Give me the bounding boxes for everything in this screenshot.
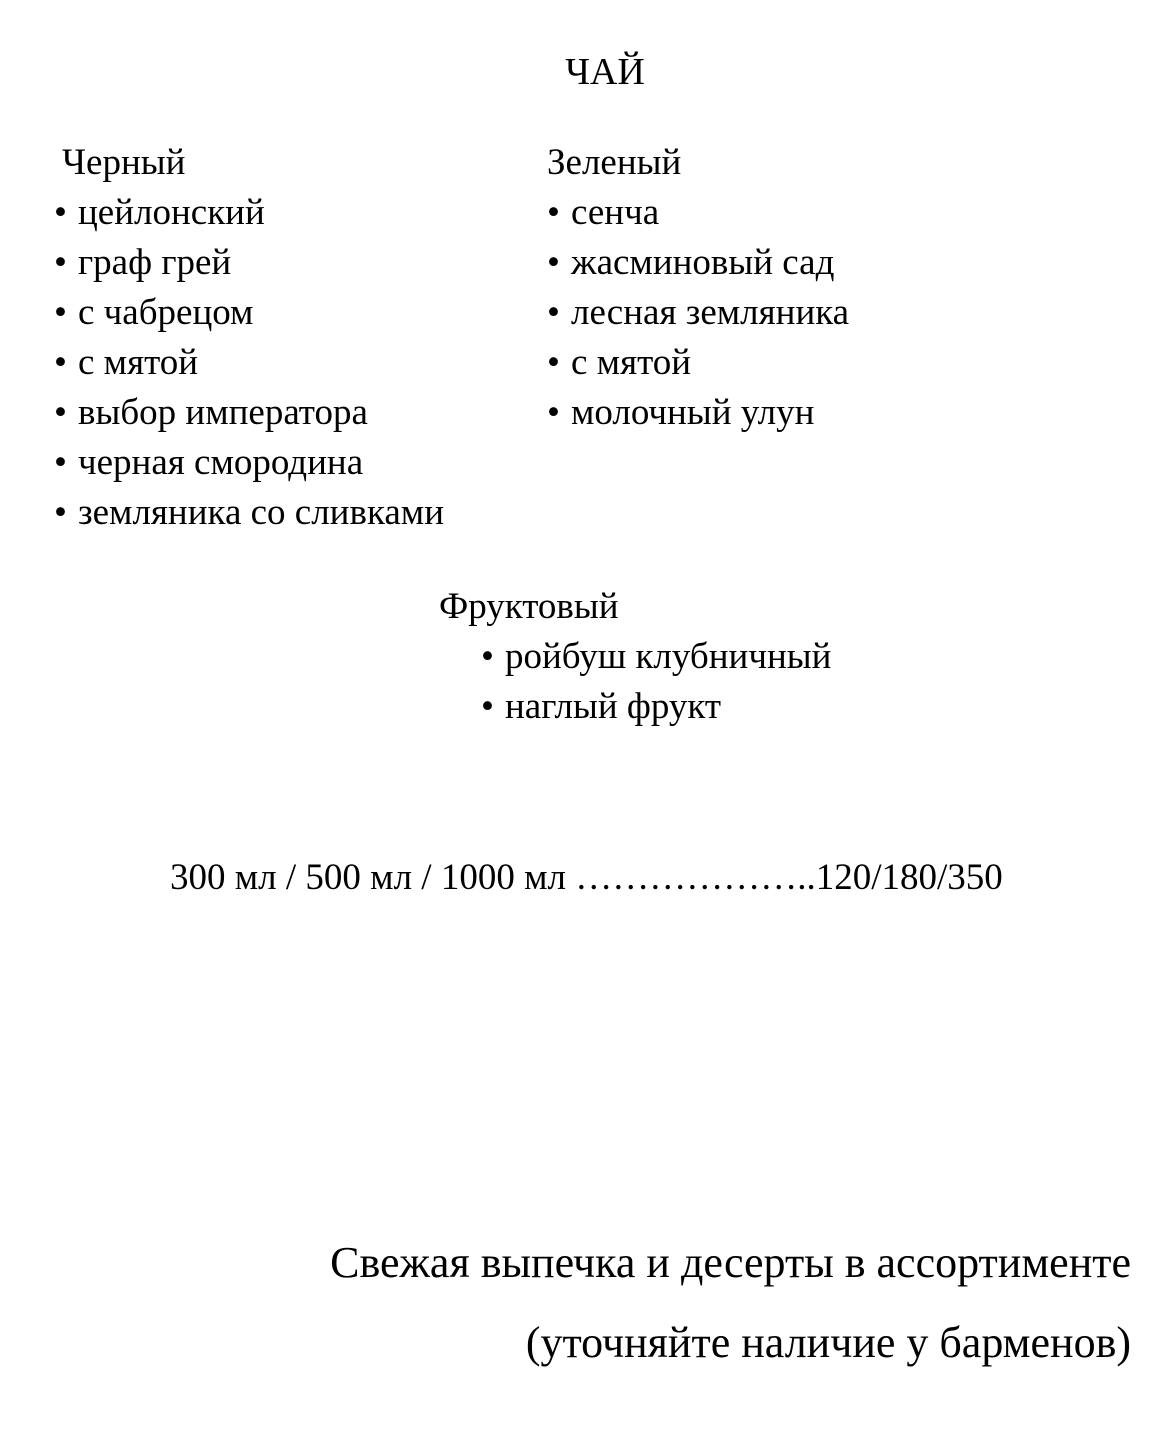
- list-item: [547, 188, 849, 238]
- tea-list: [547, 188, 849, 438]
- list-item: [54, 388, 444, 438]
- bullet-icon: •: [54, 292, 67, 333]
- section-black-tea: [54, 138, 444, 538]
- item-label: молочный улун: [571, 392, 815, 433]
- bullet-icon: •: [547, 292, 560, 333]
- bullet-icon: •: [547, 392, 560, 433]
- list-item: [54, 188, 444, 238]
- list-item: [481, 682, 831, 732]
- bullet-icon: •: [547, 192, 560, 233]
- list-item: [54, 488, 444, 538]
- item-label: наглый фрукт: [505, 686, 722, 727]
- item-label: жасминовый сад: [571, 242, 835, 283]
- bullet-icon: •: [54, 442, 67, 483]
- item-label: с мятой: [571, 342, 692, 383]
- section-heading: Фруктовый: [439, 586, 619, 627]
- item-label: с чабрецом: [78, 292, 254, 333]
- list-item: [547, 288, 849, 338]
- list-item: [547, 388, 849, 438]
- bullet-icon: •: [481, 686, 494, 727]
- section-heading: Черный: [62, 142, 186, 183]
- tea-list: [54, 188, 444, 538]
- item-label: ройбуш клубничный: [505, 636, 832, 677]
- list-item: [54, 438, 444, 488]
- item-label: сенча: [571, 192, 660, 233]
- item-label: земляника со сливками: [78, 492, 445, 533]
- item-label: с мятой: [78, 342, 199, 383]
- item-label: лесная земляника: [571, 292, 850, 333]
- bullet-icon: •: [54, 392, 67, 433]
- footer-note-availability: (уточняйте наличие у барменов): [525, 1318, 1131, 1367]
- bullet-icon: •: [54, 492, 67, 533]
- page-title: ЧАЙ: [565, 51, 645, 93]
- section-fruit-tea: [431, 582, 831, 732]
- list-item: [547, 338, 849, 388]
- item-label: черная смородина: [78, 442, 364, 483]
- list-item: [54, 238, 444, 288]
- bullet-icon: •: [54, 342, 67, 383]
- bullet-icon: •: [54, 242, 67, 283]
- footer-note: Свежая выпечка и десерты в ассортименте: [330, 1238, 1131, 1287]
- item-label: цейлонский: [78, 192, 265, 233]
- bullet-icon: •: [54, 192, 67, 233]
- bullet-icon: •: [547, 242, 560, 283]
- item-label: граф грей: [78, 242, 232, 283]
- section-green-tea: [547, 138, 849, 438]
- bullet-icon: •: [481, 636, 494, 677]
- list-item: [481, 632, 831, 682]
- section-heading: Зеленый: [547, 142, 682, 183]
- tea-list: [431, 632, 831, 732]
- bullet-icon: •: [547, 342, 560, 383]
- item-label: выбор императора: [78, 392, 368, 433]
- price-line: 300 мл / 500 мл / 1000 мл ………………..120/180/350: [170, 857, 1003, 898]
- list-item: [54, 288, 444, 338]
- list-item: [54, 338, 444, 388]
- list-item: [547, 238, 849, 288]
